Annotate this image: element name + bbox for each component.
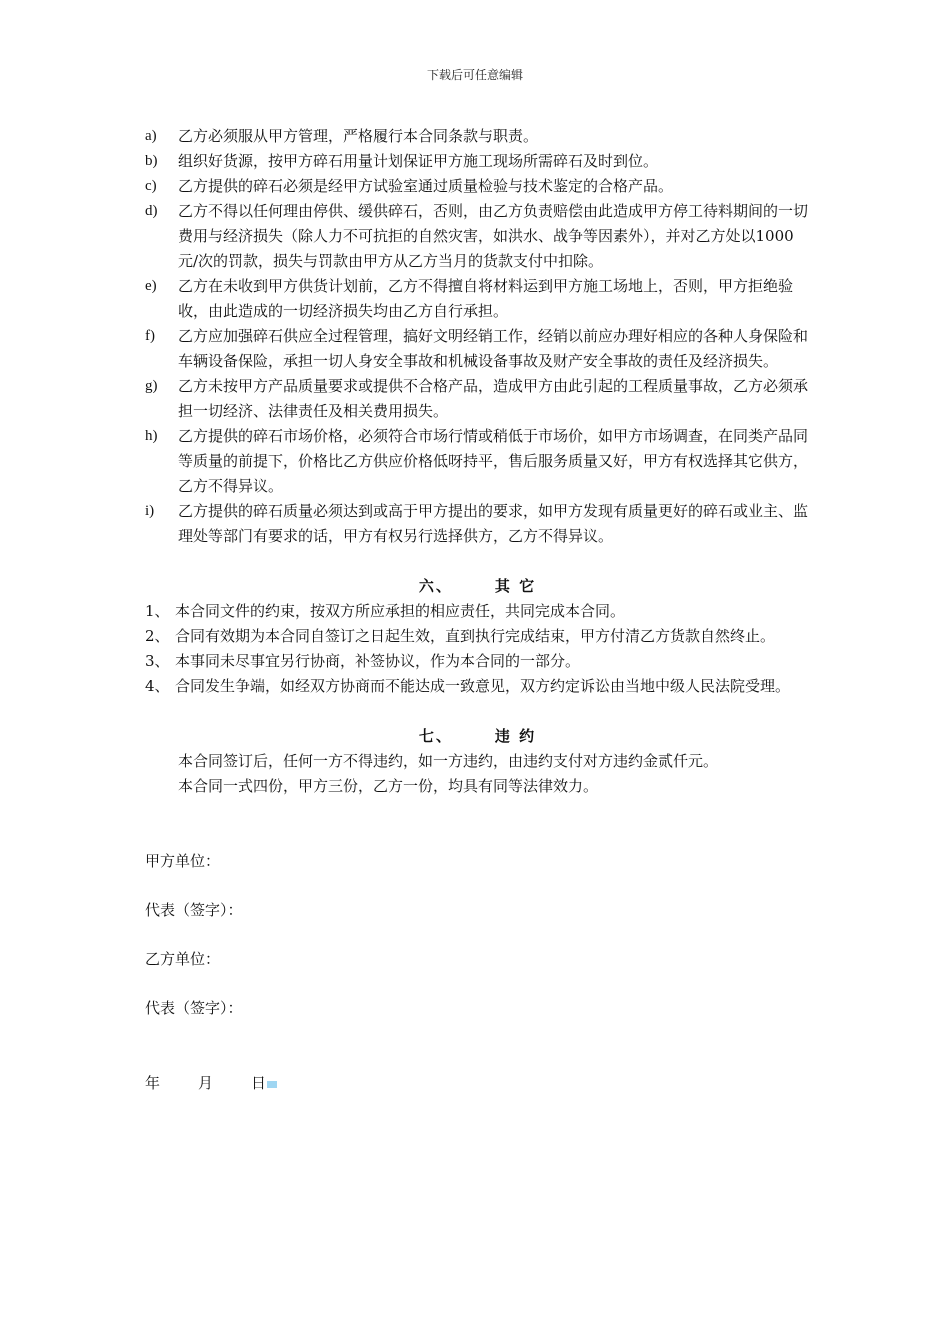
other-terms-list [145,599,810,699]
contract-body [145,124,810,1096]
item-number: 4、 [145,677,170,695]
clause-text: 乙方未按甲方产品质量要求或提供不合格产品，造成甲方由此引起的工程质量事故，乙方必须承担一切经济、法律责任及相关费用损失。 [178,377,809,420]
date-month: 月 [198,1074,214,1092]
clause-marker: i) [145,503,155,519]
list-item [145,599,810,624]
clause-item [145,324,810,374]
clause-text: 乙方提供的碎石必须是经甲方试验室通过质量检验与技术鉴定的合格产品。 [178,177,674,195]
signing-date [145,1071,810,1096]
clause-item [145,499,810,549]
item-number: 2、 [145,627,170,645]
clause-list [145,124,810,549]
section-heading-breach [145,724,810,749]
clause-text: 乙方在未收到甲方供货计划前，乙方不得擅自将材料运到甲方施工场地上，否则，甲方拒绝验收，由此造成的一切经济损失均由乙方自行承担。 [178,277,794,320]
clause-marker: d) [145,203,158,219]
copies-paragraph: 本合同一式四份，甲方三份，乙方一份，均具有同等法律效力。 [178,777,599,795]
party-b-unit-label: 乙方单位： [145,950,221,968]
clause-marker: g) [145,378,158,394]
clause-text: 组织好货源，按甲方碎石用量计划保证甲方施工现场所需碎石及时到位。 [178,152,659,170]
section-number: 七、 [418,727,453,745]
clause-text: 乙方必须服从甲方管理，严格履行本合同条款与职责。 [178,127,539,145]
clause-text: 乙方应加强碎石供应全过程管理，搞好文明经销工作，经销以前应办理好相应的各种人身保险和车辆设备保险，承担一切人身安全事故和机械设备事故及财产安全事故的责任及经济损失。 [178,327,809,370]
clause-marker: h) [145,428,158,444]
item-text: 本合同文件的约束，按双方所应承担的相应责任，共同完成本合同。 [175,602,626,620]
page-header: 下载后可任意编辑 [426,68,523,82]
item-text: 本事同未尽事宜另行协商，补签协议，作为本合同的一部分。 [175,652,581,670]
list-item [145,649,810,674]
clause-item [145,149,810,174]
clause-marker: a) [145,128,157,144]
section-number: 六、 [418,577,453,595]
party-a-unit-label: 甲方单位： [145,852,221,870]
date-day: 日 [251,1074,267,1092]
list-item [145,624,810,649]
breach-paragraph: 本合同签订后，任何一方不得违约，如一方违约，由违约支付对方违约金贰仟元。 [178,752,719,770]
clause-item [145,424,810,499]
clause-marker: b) [145,153,158,169]
item-number: 1、 [145,602,170,620]
clause-item [145,199,810,274]
list-item [145,674,810,699]
clause-marker: f) [145,328,155,344]
clause-item [145,174,810,199]
clause-marker: e) [145,278,157,294]
section-title: 其 它 [494,577,537,595]
clause-text: 乙方不得以任何理由停供、缓供碎石，否则，由乙方负责赔偿由此造成甲方停工待料期间的一切费用与经济损失（除人力不可抗拒的自然灾害，如洪水、战争等因素外），并对乙方处以1000元/次的罚款，损失与罚款由甲方从乙方当月的货款支付中扣除。 [178,202,809,270]
date-year: 年 [145,1074,161,1092]
text-cursor-marker [267,1081,277,1088]
item-text: 合同发生争端，如经双方协商而不能达成一致意见，双方约定诉讼由当地中级人民法院受理。 [175,677,791,695]
clause-item [145,374,810,424]
clause-text: 乙方提供的碎石市场价格，必须符合市场行情或稍低于市场价，如甲方市场调查，在同类产品同等质量的前提下，价格比乙方供应价格低呀持平，售后服务质量又好，甲方有权选择其它供方，乙方不得异议。 [178,427,809,495]
clause-text: 乙方提供的碎石质量必须达到或高于甲方提出的要求，如甲方发现有质量更好的碎石或业主、监理处等部门有要求的话，甲方有权另行选择供方，乙方不得异议。 [178,502,809,545]
clause-item [145,274,810,324]
item-text: 合同有效期为本合同自签订之日起生效，直到执行完成结束，甲方付清乙方货款自然终止。 [175,627,776,645]
section-heading-other [145,574,810,599]
clause-marker: c) [145,178,157,194]
party-a-rep-label: 代表（签字）： [145,901,243,919]
item-number: 3、 [145,652,170,670]
clause-item [145,124,810,149]
section-title: 违 约 [494,727,537,745]
party-b-rep-label: 代表（签字）： [145,999,243,1017]
